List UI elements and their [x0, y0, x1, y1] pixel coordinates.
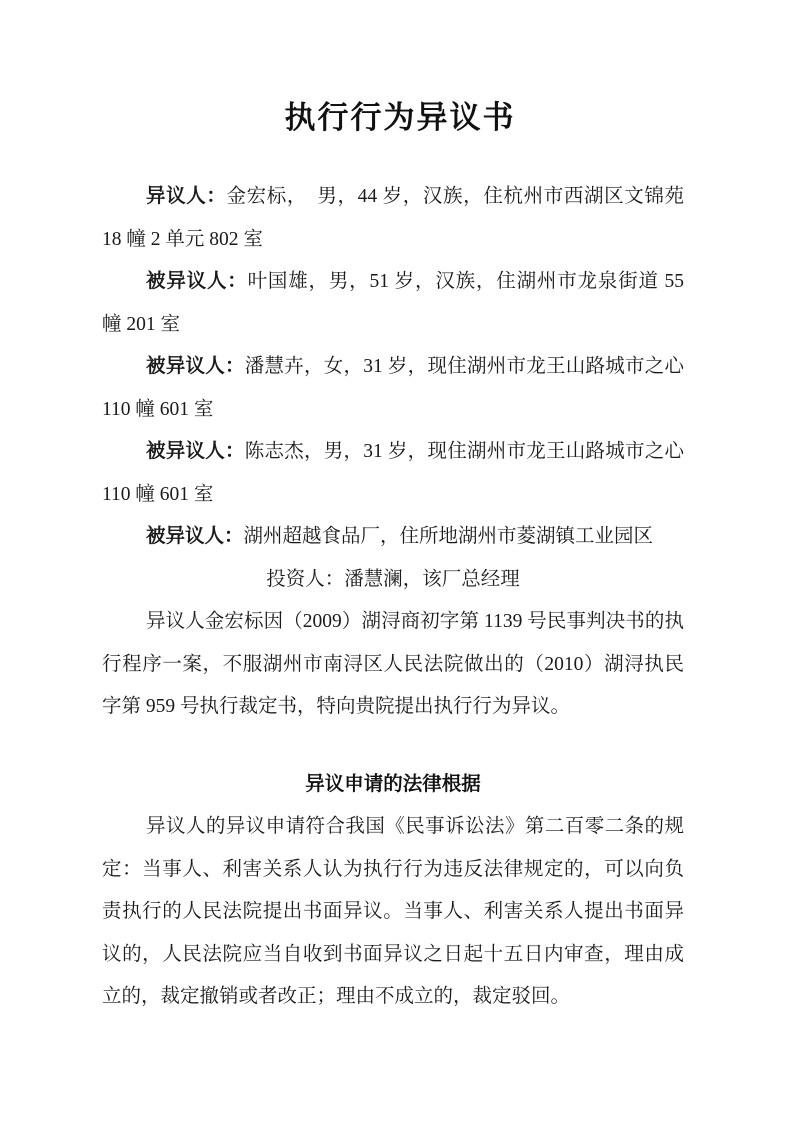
party-info: 金宏标， 男，44 岁，汉族，住杭州市西湖区文锦苑 18 幢 2 单元 802 室 [102, 186, 684, 250]
party-label: 异议人： [146, 186, 227, 207]
party-label: 被异议人： [146, 526, 244, 547]
case-intro-paragraph: 异议人金宏标因（2009）湖浔商初字第 1139 号民事判决书的执行程序一案，不服湖州市南浔区人民法院做出的（2010）湖浔执民字第 959 号执行裁定书，特向贵院提出执行行为异议。 [102, 611, 684, 717]
party-paragraph-respondent-1 [102, 261, 684, 346]
party-label: 被异议人： [146, 441, 245, 462]
party-paragraph-objector [102, 176, 684, 261]
party-info: 湖州超越食品厂，住所地湖州市菱湖镇工业园区 [243, 526, 654, 547]
investor-line: 投资人：潘慧澜，该厂总经理 [266, 568, 520, 590]
party-label: 被异议人： [146, 356, 245, 377]
party-info: 叶国雄，男，51 岁，汉族，住湖州市龙泉街道 55 幢 201 室 [102, 271, 684, 335]
party-paragraph-respondent-4 [102, 516, 684, 559]
legal-basis-paragraph: 异议人的异议申请符合我国《民事诉讼法》第二百零二条的规定：当事人、利害关系人认为执行行为违反法律规定的，可以向负责执行的人民法院提出书面异议。当事人、利害关系人提出书面异议的，人民法院应当自收到书面异议之日起十五日内审查，理由成立的，裁定撤销或者改正；理由不成立的，裁定驳回。 [102, 816, 684, 1007]
party-paragraph-respondent-2 [102, 346, 684, 431]
document-body [102, 176, 684, 1019]
party-info: 潘慧卉，女，31 岁，现住湖州市龙王山路城市之心 110 幢 601 室 [102, 356, 684, 420]
document-title: 执行行为异议书 [284, 100, 516, 135]
party-paragraph-respondent-3 [102, 431, 684, 516]
party-info: 陈志杰，男，31 岁，现住湖州市龙王山路城市之心 110 幢 601 室 [102, 441, 684, 505]
section-heading: 异议申请的法律根据 [305, 773, 481, 795]
party-label: 被异议人： [146, 271, 248, 292]
